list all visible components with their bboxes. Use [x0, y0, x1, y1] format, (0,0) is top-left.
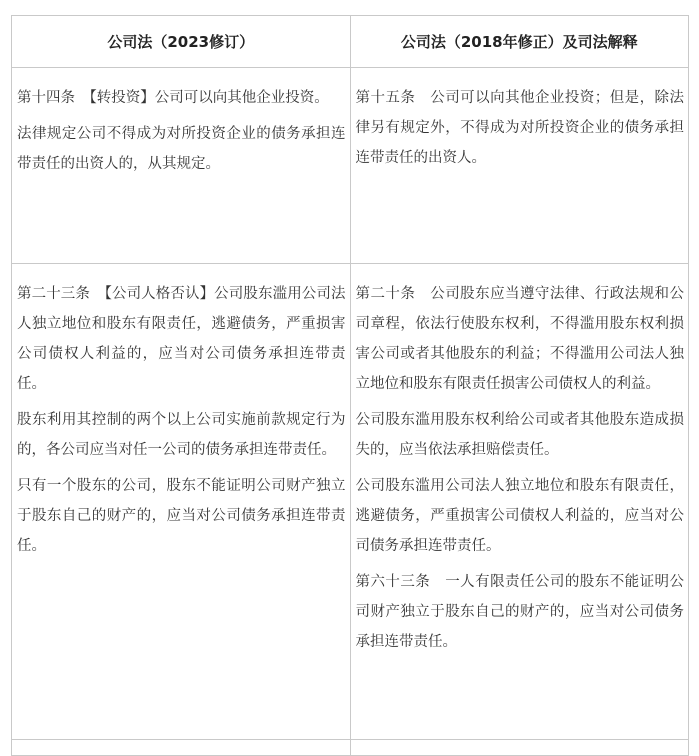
article-paragraph: 第十四条 【转投资】公司可以向其他企业投资。 [17, 90, 329, 106]
table-row [12, 68, 689, 264]
article-paragraph: 公司股东滥用股东权利给公司或者其他股东造成损失的，应当依法承担赔偿责任。 [355, 412, 684, 458]
table-row [12, 264, 689, 740]
header-new-law: 公司法（2023修订） [12, 16, 351, 68]
article-paragraph: 第二十三条 【公司人格否认】公司股东滥用公司法人独立地位和股东有限责任，逃避债务，严重损害公司债权人利益的，应当对公司债务承担连带责任。 [17, 286, 346, 392]
new-law-cell [12, 68, 351, 264]
table-header-row [12, 16, 689, 68]
new-law-cell [12, 740, 351, 756]
article-paragraph: 第二十条 公司股东应当遵守法律、行政法规和公司章程，依法行使股东权利，不得滥用股东权利损害公司或者其他股东的利益；不得滥用公司法人独立地位和股东有限责任损害公司债权人的利益。 [355, 286, 684, 392]
new-law-cell [12, 264, 351, 740]
law-comparison-table [11, 15, 689, 756]
article-paragraph: 股东利用其控制的两个以上公司实施前款规定行为的，各公司应当对任一公司的债务承担连带责任。 [17, 412, 346, 458]
article-paragraph: 第十五条 公司可以向其他企业投资；但是，除法律另有规定外，不得成为对所投资企业的债务承担连带责任的出资人。 [355, 90, 684, 166]
article-paragraph: 公司股东滥用公司法人独立地位和股东有限责任，逃避债务，严重损害公司债权人利益的，应当对公司债务承担连带责任。 [355, 478, 684, 554]
article-paragraph: 第六十三条 一人有限责任公司的股东不能证明公司财产独立于股东自己的财产的，应当对公司债务承担连带责任。 [355, 574, 684, 650]
old-law-cell [350, 264, 689, 740]
article-paragraph: 只有一个股东的公司，股东不能证明公司财产独立于股东自己的财产的，应当对公司债务承担连带责任。 [17, 478, 346, 554]
table-row [12, 740, 689, 756]
article-paragraph: 法律规定公司不得成为对所投资企业的债务承担连带责任的出资人的，从其规定。 [17, 126, 346, 172]
old-law-cell [350, 740, 689, 756]
header-old-law: 公司法（2018年修正）及司法解释 [350, 16, 689, 68]
old-law-cell [350, 68, 689, 264]
